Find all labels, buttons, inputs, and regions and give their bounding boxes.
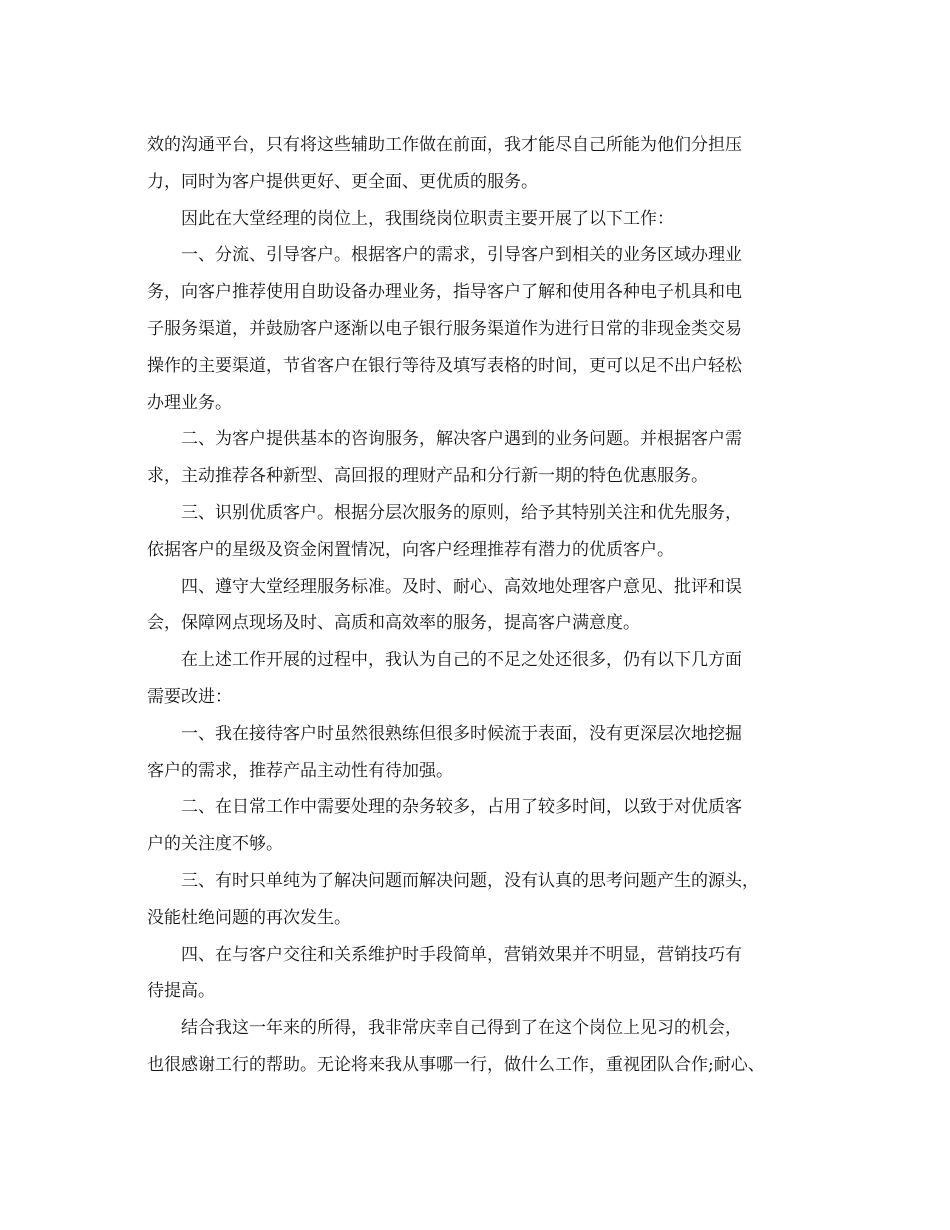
text-line: 依据客户的星级及资金闲置情况，向客户经理推荐有潜力的优质客户。 [147, 539, 674, 560]
text-line: 务，向客户推荐使用自助设备办理业务，指导客户了解和使用各种电子机具和电 [147, 282, 742, 303]
text-line: 三、识别优质客户。根据分层次服务的原则，给予其特别关注和优先服务， [181, 502, 742, 523]
text-line: 没能杜绝问题的再次发生。 [147, 907, 351, 928]
text-line: 二、在日常工作中需要处理的杂务较多，占用了较多时间，以致于对优质客 [181, 797, 742, 818]
text-line: 在上述工作开展的过程中，我认为自己的不足之处还很多，仍有以下几方面 [181, 650, 742, 671]
text-line: 需要改进： [147, 686, 232, 707]
text-line: 四、在与客户交往和关系维护时手段简单，营销效果并不明显，营销技巧有 [181, 944, 742, 965]
text-line: 力，同时为客户提供更好、更全面、更优质的服务。 [147, 171, 538, 192]
text-line: 会，保障网点现场及时、高质和高效率的服务，提高客户满意度。 [147, 613, 640, 634]
document-body [0, 127, 950, 1084]
text-line: 也很感谢工行的帮助。无论将来我从事哪一行，做什么工作，重视团队合作;耐心、 [147, 1054, 765, 1075]
text-line: 客户的需求，推荐产品主动性有待加强。 [147, 760, 453, 781]
text-line: 子服务渠道，并鼓励客户逐渐以电子银行服务渠道作为进行日常的非现金类交易 [147, 318, 742, 339]
text-line: 一、我在接待客户时虽然很熟练但很多时候流于表面，没有更深层次地挖掘 [181, 723, 742, 744]
text-line: 待提高。 [147, 981, 215, 1002]
text-line: 户的关注度不够。 [147, 834, 283, 855]
text-line: 结合我这一年来的所得，我非常庆幸自己得到了在这个岗位上见习的机会， [181, 1018, 742, 1039]
text-line: 办理业务。 [147, 392, 232, 413]
text-line: 四、遵守大堂经理服务标准。及时、耐心、高效地处理客户意见、批评和误 [181, 576, 742, 597]
text-line: 效的沟通平台，只有将这些辅助工作做在前面，我才能尽自己所能为他们分担压 [147, 135, 742, 155]
text-line: 二、为客户提供基本的咨询服务，解决客户遇到的业务问题。并根据客户需 [181, 429, 742, 450]
text-line: 求，主动推荐各种新型、高回报的理财产品和分行新一期的特色优惠服务。 [147, 466, 708, 487]
text-line: 三、有时只单纯为了解决问题而解决问题，没有认真的思考问题产生的源头， [181, 870, 759, 891]
text-line: 操作的主要渠道，节省客户在银行等待及填写表格的时间，更可以足不出户轻松 [147, 355, 742, 376]
text-line: 一、分流、引导客户。根据客户的需求，引导客户到相关的业务区域办理业 [181, 245, 742, 266]
text-line: 因此在大堂经理的岗位上，我围绕岗位职责主要开展了以下工作： [181, 208, 674, 229]
